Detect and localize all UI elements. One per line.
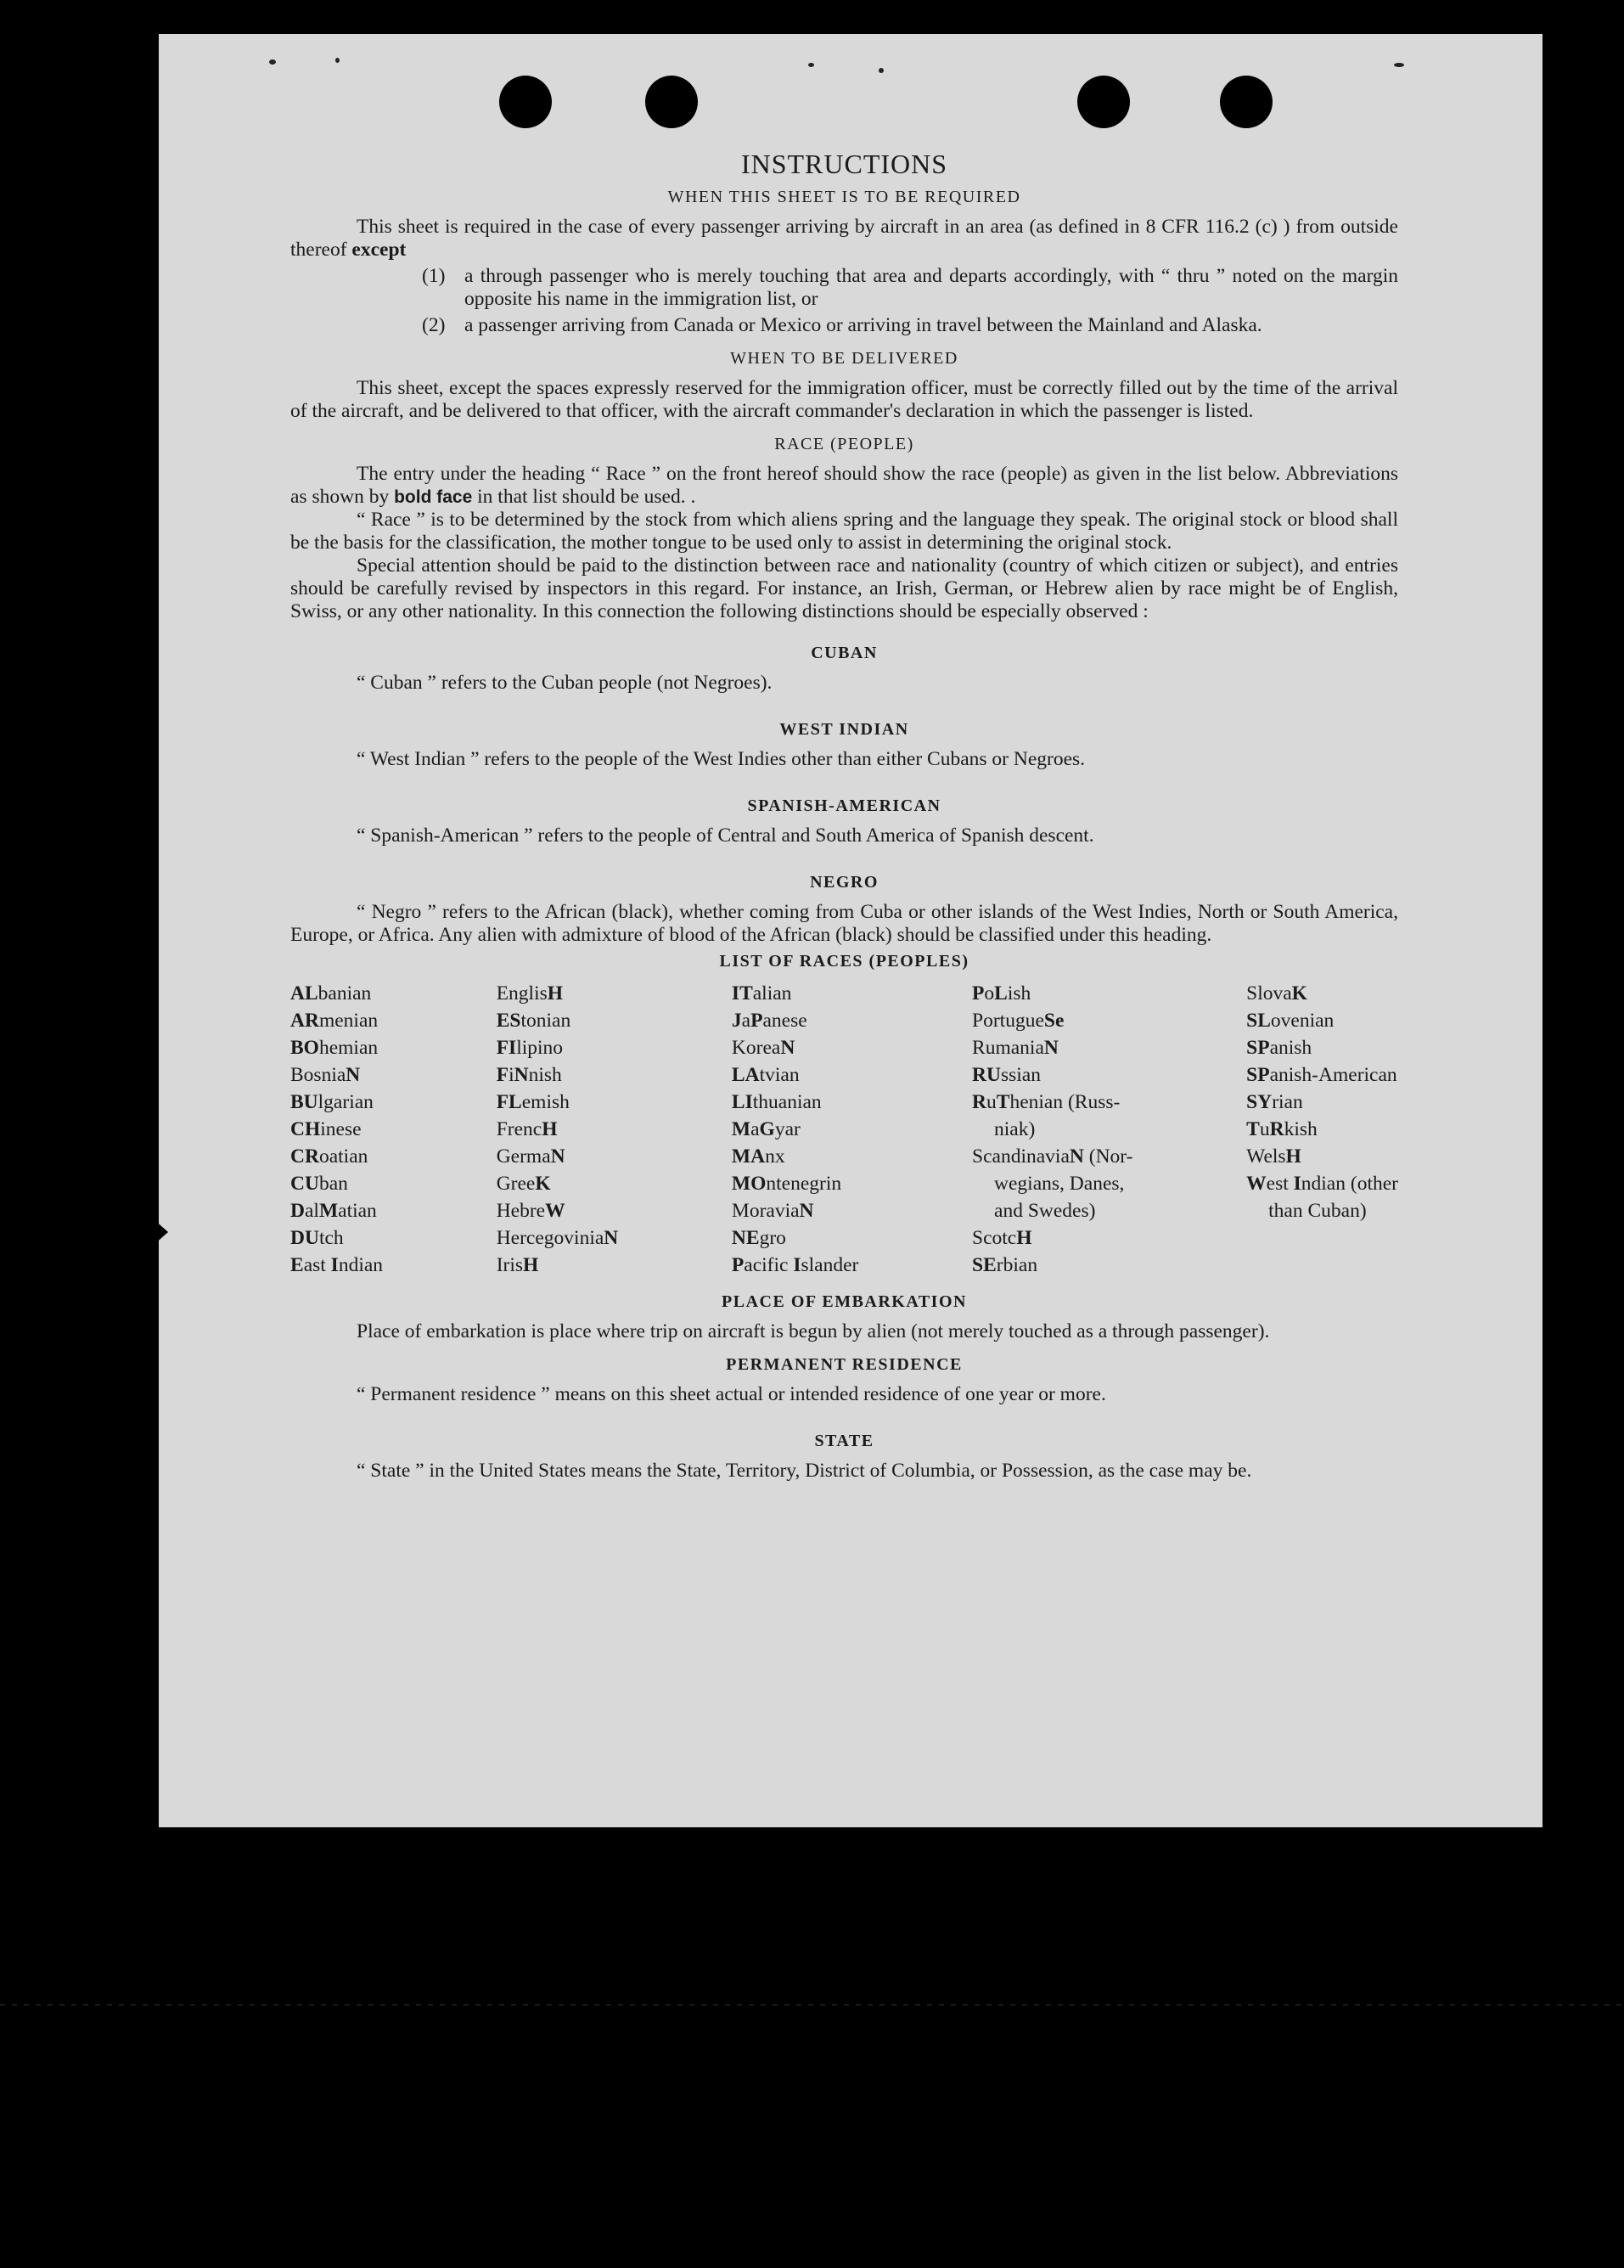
race-entry: SErbian [972,1254,1038,1276]
race-entry: PortugueSe [972,1010,1065,1032]
race-entry: CUban [290,1173,348,1195]
section-heading-west-indian: WEST INDIAN [779,720,909,739]
race-entry: RuThenian (Russ- [972,1091,1121,1113]
document-sheet [159,34,1543,1827]
page-title: INSTRUCTIONS [740,149,948,179]
race-entry: East Indian [290,1254,384,1276]
races-column [972,980,1132,1279]
race-entry: SYrian [1246,1091,1303,1113]
races-column [732,980,858,1279]
exception-item-2: (2) a passenger arriving from Canada or Mexico or arriving in travel between the Mainland and Alaska. [422,314,1262,336]
punch-hole [645,76,698,128]
races-column [1246,980,1398,1279]
race-entry: and Swedes) [994,1200,1096,1222]
race-entry: HebreW [496,1200,565,1222]
section-heading-when-delivered: WHEN TO BE DELIVERED [730,349,958,368]
race-entry: LAtvian [731,1064,800,1086]
race-paragraph-2: “ Race ” is to be determined by the stock from which aliens spring and the language they speak. The original stock or blood shall be the basis for the classification, the mother tongue to be used only to assist in determining the original stock. [290,509,1398,554]
race-entry: ScandinaviaN (Nor- [972,1145,1133,1168]
race-entry: ALbanian [290,982,372,1005]
race-entry: RUssian [972,1064,1041,1086]
section-heading-race: RACE (PEOPLE) [774,435,914,453]
race-entry: ARmenian [290,1010,379,1032]
race-entry: JaPanese [731,1010,807,1032]
race-entry: SPanish-American [1246,1064,1397,1086]
when-delivered-text: This sheet, except the spaces expressly reserved for the immigration officer, must be correctly filled out by the time of the arrival of the aircraft, and be delivered to that officer, with the aircraft commander's declaration in which the passenger is listed. [290,377,1398,422]
race-entry: BOhemian [290,1037,379,1059]
race-entry: LIthuanian [731,1091,822,1113]
punch-hole [499,76,552,128]
race-entry: BosniaN [290,1064,361,1086]
race-entry: KoreaN [731,1037,795,1059]
race-entry: FIlipino [496,1037,564,1059]
instructions-content [290,149,1398,1483]
punch-hole [1077,76,1130,128]
speck [808,63,814,67]
race-entry: SPanish [1246,1037,1312,1059]
section-heading-negro: NEGRO [810,873,879,892]
race-entry: HercegoviniaN [496,1227,619,1249]
permanent-residence-text: “ Permanent residence ” means on this sheet actual or intended residence of one year or more. [357,1383,1106,1405]
race-entry: RumaniaN [972,1037,1059,1059]
race-entry: IrisH [496,1254,539,1276]
race-paragraph-1: The entry under the heading “ Race ” on the front hereof should show the race (people) as given in the list below. Abbreviations as shown by bold face in that list should be used. . [290,463,1398,508]
section-heading-permanent-residence: PERMANENT RESIDENCE [726,1355,963,1374]
race-entry: SlovaK [1246,982,1307,1005]
race-entry: EnglisH [496,982,564,1005]
state-text: “ State ” in the United States means the State, Territory, District of Columbia, or Possession, as the case may be. [357,1460,1252,1482]
race-entry: West Indian (other [1246,1173,1398,1195]
race-entry: DalMatian [290,1200,377,1222]
race-entry: NEgro [731,1227,786,1249]
when-required-intro: This sheet is required in the case of every passenger arriving by aircraft in an area (as defined in 8 CFR 116.2 (c) ) from outside thereof except [290,216,1398,261]
race-entry: WelsH [1246,1145,1301,1168]
race-entry: FiNnish [496,1064,562,1086]
section-heading-place-of-embarkation: PLACE OF EMBARKATION [722,1292,967,1311]
race-entry: SLovenian [1246,1010,1335,1032]
races-column [290,980,383,1279]
section-heading-list-of-races: LIST OF RACES (PEOPLES) [719,952,969,971]
section-heading-when-required: WHEN THIS SHEET IS TO BE REQUIRED [667,188,1021,206]
race-entry: DUtch [290,1227,344,1249]
race-entry: wegians, Danes, [994,1173,1125,1195]
race-entry: ITalian [731,982,792,1005]
races-column [497,980,619,1279]
cuban-text: “ Cuban ” refers to the Cuban people (not Negroes). [357,672,773,694]
race-entry: FLemish [496,1091,570,1113]
section-heading-spanish-american: SPANISH-AMERICAN [747,796,941,815]
exception-item-1: (1) a through passenger who is merely touching that area and departs accordingly, with “ thru ” noted on the margin opposite his name in the immigration list, or [422,265,1398,310]
race-entry: MoraviaN [731,1200,814,1222]
races-list [290,980,1398,1279]
race-entry: GreeK [496,1173,551,1195]
section-heading-state: STATE [814,1432,874,1450]
race-entry: PoLish [972,982,1031,1005]
race-entry: niak) [994,1118,1036,1140]
speck [1394,63,1404,67]
punch-hole [1220,76,1273,128]
race-entry: TuRkish [1246,1118,1318,1140]
speck [269,59,276,65]
west-indian-text: “ West Indian ” refers to the people of the West Indies other than either Cubans or Negroes. [357,748,1086,770]
race-paragraph-3: Special attention should be paid to the distinction between race and nationality (country of which citizen or subject), and entries should be carefully revised by inspectors in this regard. For instance, an Irish, German, or Hebrew alien by race might be of English, Swiss, or any other nationality. In this connection the following distinctions should be especially observed : [290,554,1398,622]
race-entry: CHinese [290,1118,362,1140]
race-entry: BUlgarian [290,1091,374,1113]
race-entry: ScotcH [972,1227,1032,1249]
race-entry: Pacific Islander [731,1254,859,1276]
race-entry: CRoatian [290,1145,368,1168]
speck [879,68,884,73]
race-entry: GermaN [496,1145,565,1168]
speck [335,58,340,63]
film-artifact-line [0,2004,1624,2006]
race-entry: than Cuban) [1268,1200,1367,1222]
race-entry: FrencH [496,1118,558,1140]
spanish-american-text: “ Spanish-American ” refers to the people of Central and South America of Spanish descent. [357,824,1094,847]
race-entry: MaGyar [731,1118,801,1140]
race-entry: MOntenegrin [731,1173,842,1195]
race-entry: EStonian [496,1010,571,1032]
place-of-embarkation-text: Place of embarkation is place where trip on aircraft is begun by alien (not merely touched as a through passenger). [357,1320,1270,1342]
negro-text: “ Negro ” refers to the African (black), whether coming from Cuba or other islands of the West Indies, North or South America, Europe, or Africa. Any alien with admixture of blood of the African (black) should be classified under this heading. [290,901,1398,946]
race-entry: MAnx [731,1145,785,1168]
sheet-edge-mark [153,1218,168,1246]
section-heading-cuban: CUBAN [811,644,878,662]
